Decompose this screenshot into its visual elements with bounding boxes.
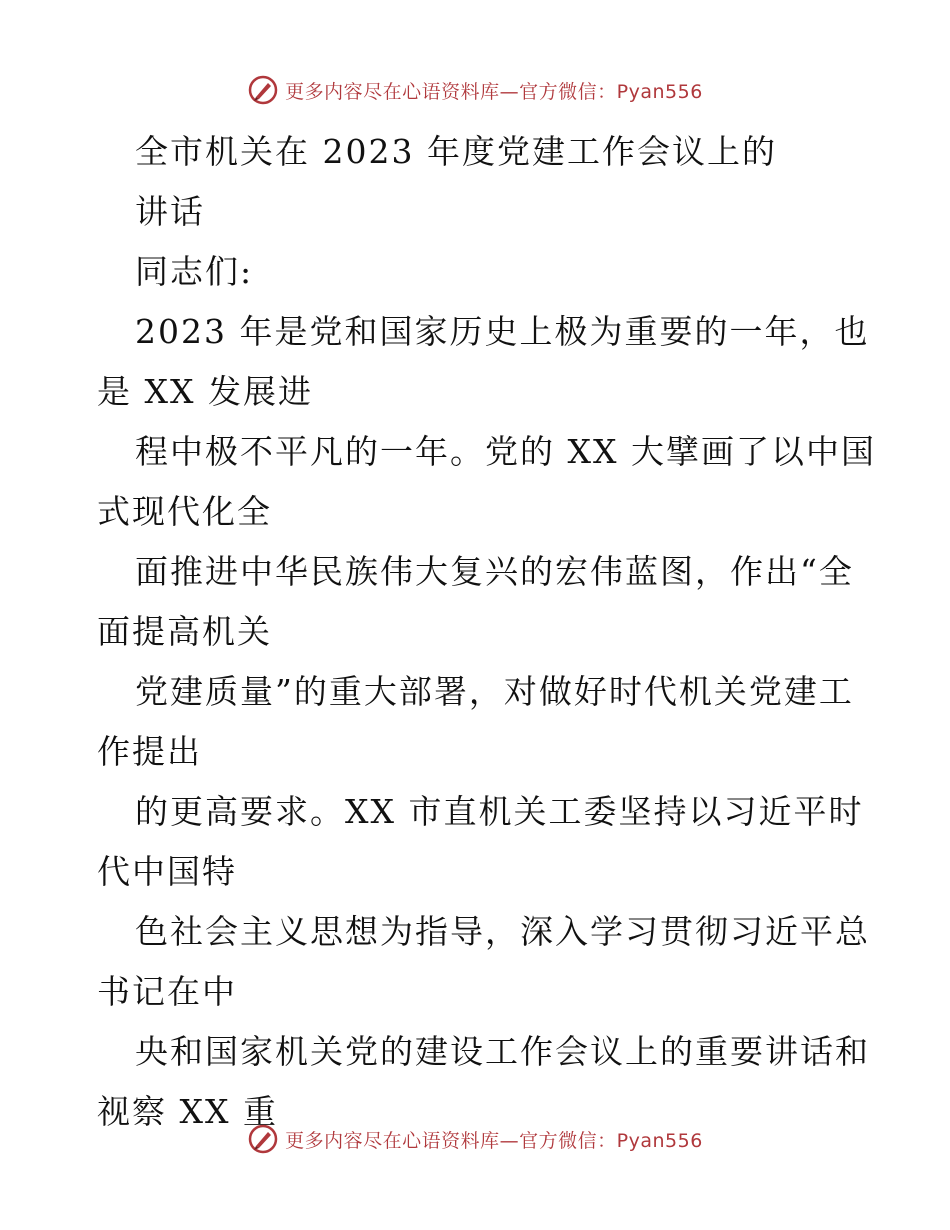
pen-logo-icon	[247, 1123, 279, 1155]
footer-watermark	[0, 1119, 950, 1159]
text-line: 党建质量”的重大部署，对做好时代机关党建工	[135, 672, 854, 711]
text-line: 作提出	[97, 732, 202, 771]
watermark-text: 更多内容尽在心语资料库—官方微信：Pyan556	[285, 80, 703, 103]
text-line: 程中极不平凡的一年。党的 XX 大擘画了以中国	[135, 432, 876, 471]
watermark-text: 更多内容尽在心语资料库—官方微信：Pyan556	[285, 1129, 703, 1152]
text-line: 书记在中	[97, 972, 237, 1011]
text-line: 式现代化全	[97, 492, 272, 531]
title-line-2: 讲话	[135, 192, 205, 231]
pen-logo-icon	[247, 74, 279, 106]
text-line: 面推进中华民族伟大复兴的宏伟蓝图，作出“全	[135, 552, 854, 591]
header-watermark	[0, 70, 950, 110]
text-line: 色社会主义思想为指导，深入学习贯彻习近平总	[135, 912, 870, 951]
salutation: 同志们:	[135, 252, 254, 291]
document-body	[97, 122, 876, 1142]
text-line: 面提高机关	[97, 612, 272, 651]
text-line: 央和国家机关党的建设工作会议上的重要讲话和	[135, 1032, 870, 1071]
text-line: 是 XX 发展进	[97, 372, 313, 411]
text-line: 2023 年是党和国家历史上极为重要的一年，也	[135, 312, 870, 351]
text-line: 代中国特	[97, 852, 237, 891]
title-line-1: 全市机关在 2023 年度党建工作会议上的	[135, 132, 777, 171]
text-line: 视察 XX 重	[97, 1092, 278, 1131]
text-line: 的更高要求。XX 市直机关工委坚持以习近平时	[135, 792, 864, 831]
